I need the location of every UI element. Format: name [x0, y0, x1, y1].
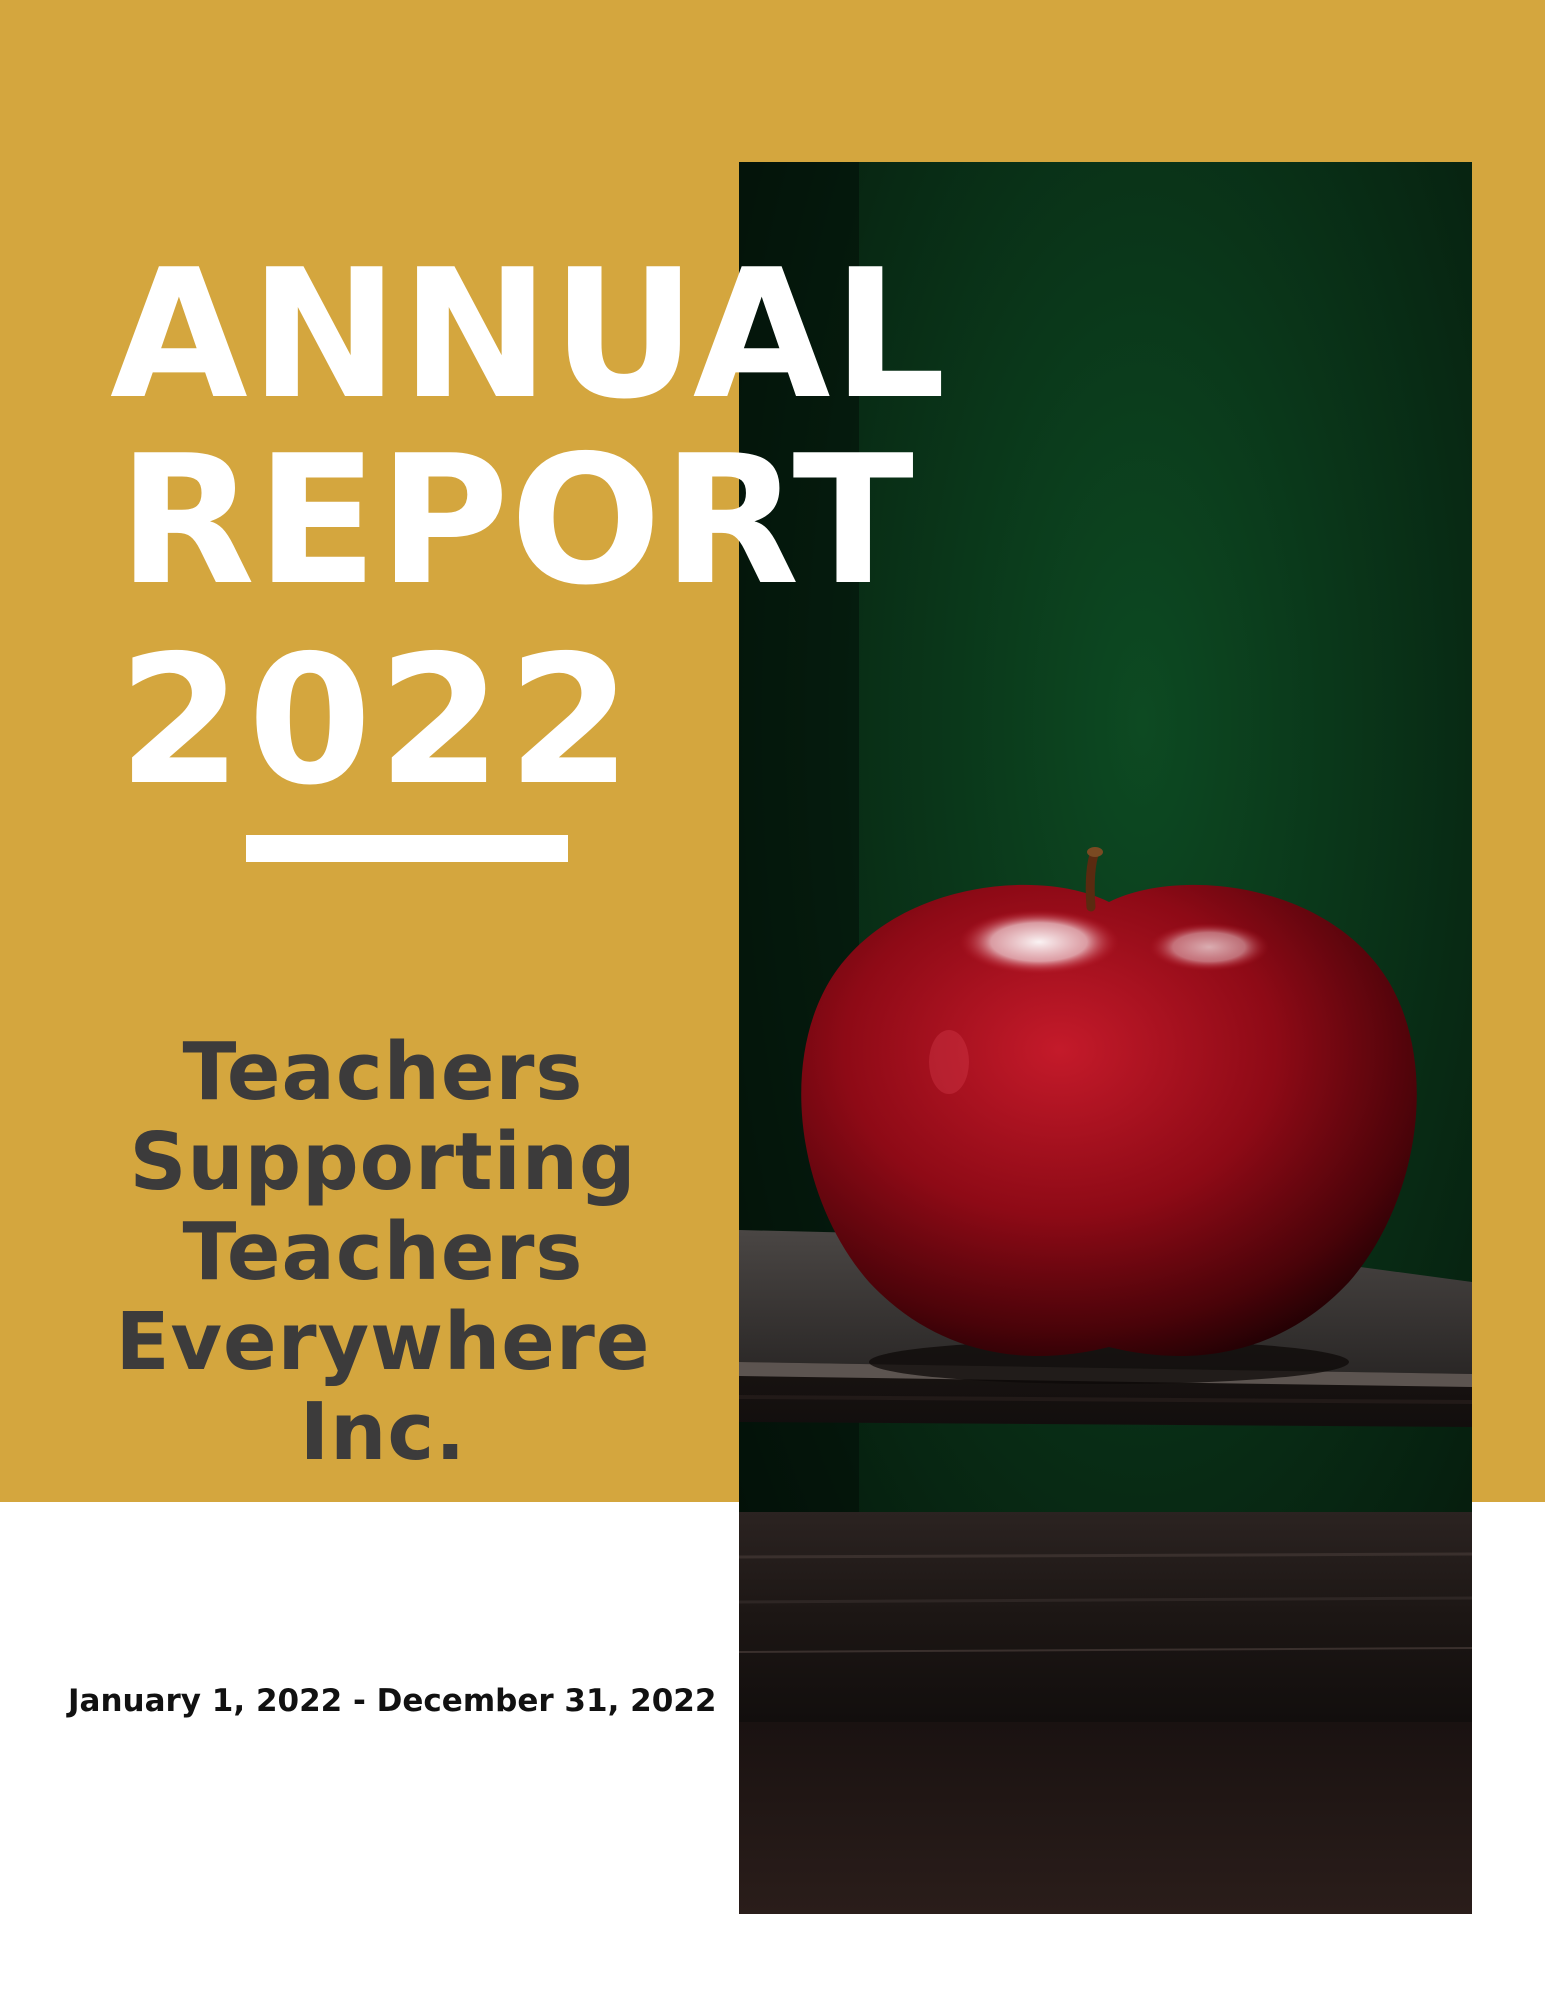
organization-name-line: Everywhere: [115, 1296, 651, 1388]
title-report: REPORT: [118, 417, 915, 624]
year-underline: [246, 835, 568, 862]
organization-name-line: Supporting: [129, 1116, 637, 1208]
organization-name-line: Teachers: [182, 1206, 584, 1298]
organization-name-line: Teachers: [182, 1026, 584, 1118]
title-annual: ANNUAL: [110, 231, 948, 438]
organization-name: [88, 1027, 678, 1477]
report-date-range: January 1, 2022 - December 31, 2022: [68, 1683, 717, 1719]
organization-name-line: Inc.: [299, 1386, 467, 1478]
title-year: 2022: [118, 617, 638, 824]
